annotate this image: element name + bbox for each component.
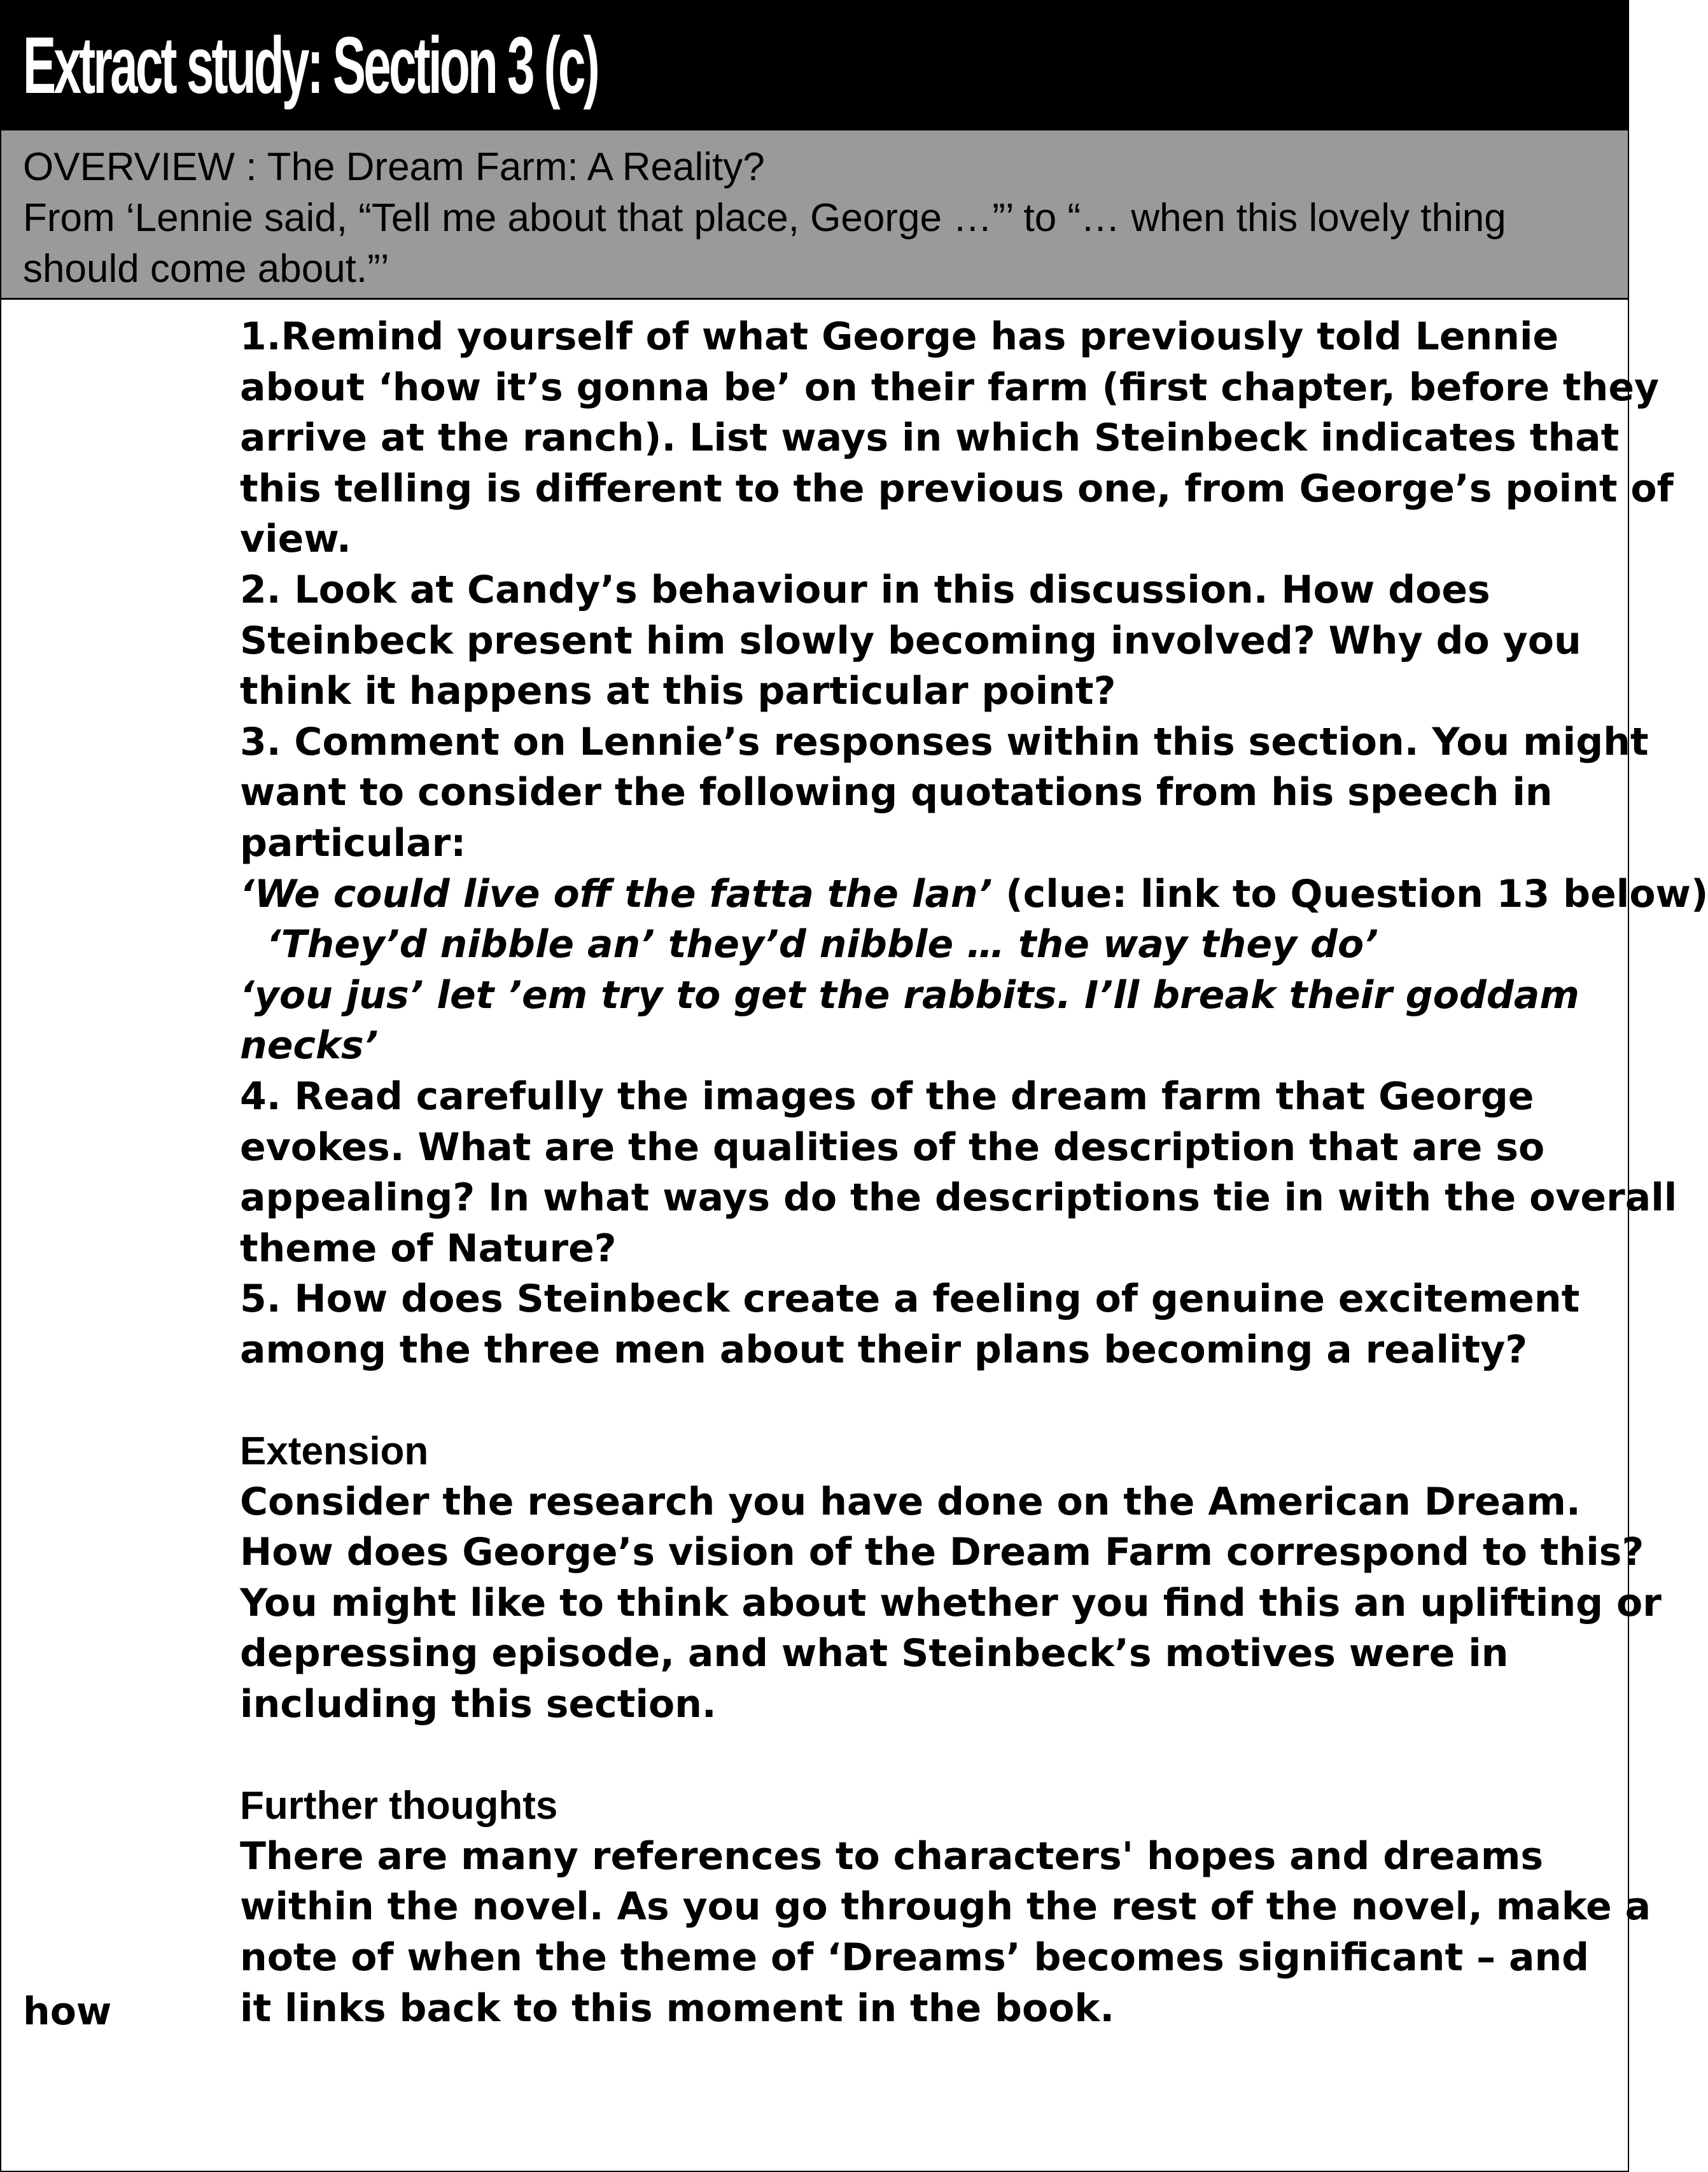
questions-content bbox=[240, 312, 1708, 2034]
extension-line: depressing episode, and what Steinbeck’s motives were in bbox=[240, 1631, 1509, 1676]
extension-line: You might like to think about whether you find this an uplifting or bbox=[240, 1580, 1662, 1625]
question-1 bbox=[240, 312, 1674, 565]
further-thoughts-line: There are many references to characters' hopes and dreams bbox=[240, 1833, 1544, 1879]
further-thoughts-section bbox=[240, 1781, 1651, 2034]
extension-line: including this section. bbox=[240, 1682, 717, 1727]
question-line: evokes. What are the qualities of the description that are so bbox=[240, 1125, 1545, 1170]
spacer bbox=[240, 1730, 1602, 1781]
question-3 bbox=[240, 717, 1708, 1072]
extension-heading: Extension bbox=[240, 1429, 429, 1474]
question-line: 5. How does Steinbeck create a feeling of genuine excitement bbox=[240, 1277, 1580, 1322]
further-thoughts-heading: Further thoughts bbox=[240, 1784, 558, 1828]
page-title: Extract study: Section 3 (c) bbox=[23, 20, 598, 110]
extension-line: Consider the research you have done on the American Dream. bbox=[240, 1479, 1581, 1524]
question-line: about ‘how it’s gonna be’ on their farm (first chapter, before they bbox=[240, 365, 1660, 410]
spacer bbox=[240, 1375, 1602, 1426]
extension-line: How does George’s vision of the Dream Farm correspond to this? bbox=[240, 1530, 1644, 1575]
question-line: want to consider the following quotations from his speech in bbox=[240, 770, 1553, 815]
question-line: arrive at the ranch). List ways in which Steinbeck indicates that bbox=[240, 416, 1620, 461]
question-line: Steinbeck present him slowly becoming involved? Why do you bbox=[240, 618, 1581, 663]
quotation-3-continued: necks’ bbox=[240, 1023, 379, 1068]
question-4 bbox=[240, 1072, 1677, 1274]
question-2 bbox=[240, 565, 1602, 717]
question-line: this telling is different to the previous one, from George’s point of bbox=[240, 466, 1674, 511]
quotation-2: ‘They’d nibble an’ they’d nibble … the way they do’ bbox=[240, 922, 1379, 967]
margin-word: how bbox=[23, 1989, 112, 2034]
further-thoughts-line: note of when the theme of ‘Dreams’ becomes significant – and bbox=[240, 1935, 1590, 1980]
question-line: 1.Remind yourself of what George has previously told Lennie bbox=[240, 314, 1559, 359]
question-line: among the three men about their plans becoming a reality? bbox=[240, 1327, 1528, 1372]
overview-range-line-continued: should come about.”’ bbox=[23, 247, 389, 291]
question-line: view. bbox=[240, 517, 351, 562]
quotation-3: ‘you jus’ let ’em try to get the rabbits. I’ll break their goddam bbox=[240, 972, 1579, 1018]
overview-range-line: From ‘Lennie said, “Tell me about that place, George …”’ to “… when this lovely thing bbox=[23, 196, 1506, 240]
quotation-1 bbox=[240, 869, 1708, 920]
question-line: particular: bbox=[240, 820, 466, 865]
extension-section bbox=[240, 1426, 1662, 1730]
quotation-text: ‘We could live off the fatta the lan’ bbox=[240, 871, 993, 916]
further-thoughts-line: it links back to this moment in the book. bbox=[240, 1986, 1115, 2031]
further-thoughts-line: within the novel. As you go through the rest of the novel, make a bbox=[240, 1884, 1651, 1930]
quotation-clue: (clue: link to Question 13 below) bbox=[992, 871, 1708, 916]
question-line: 4. Read carefully the images of the dream farm that George bbox=[240, 1074, 1534, 1119]
question-line: 3. Comment on Lennie’s responses within this section. You might bbox=[240, 719, 1649, 764]
question-line: appealing? In what ways do the descriptions tie in with the overall bbox=[240, 1175, 1677, 1221]
overview-title: OVERVIEW : The Dream Farm: A Reality? bbox=[23, 145, 765, 189]
question-line: 2. Look at Candy’s behaviour in this discussion. How does bbox=[240, 567, 1490, 612]
title-bar bbox=[1, 1, 1628, 130]
question-5 bbox=[240, 1274, 1602, 1375]
overview-box bbox=[1, 130, 1628, 300]
question-line: theme of Nature? bbox=[240, 1226, 617, 1271]
question-line: think it happens at this particular point? bbox=[240, 669, 1116, 714]
